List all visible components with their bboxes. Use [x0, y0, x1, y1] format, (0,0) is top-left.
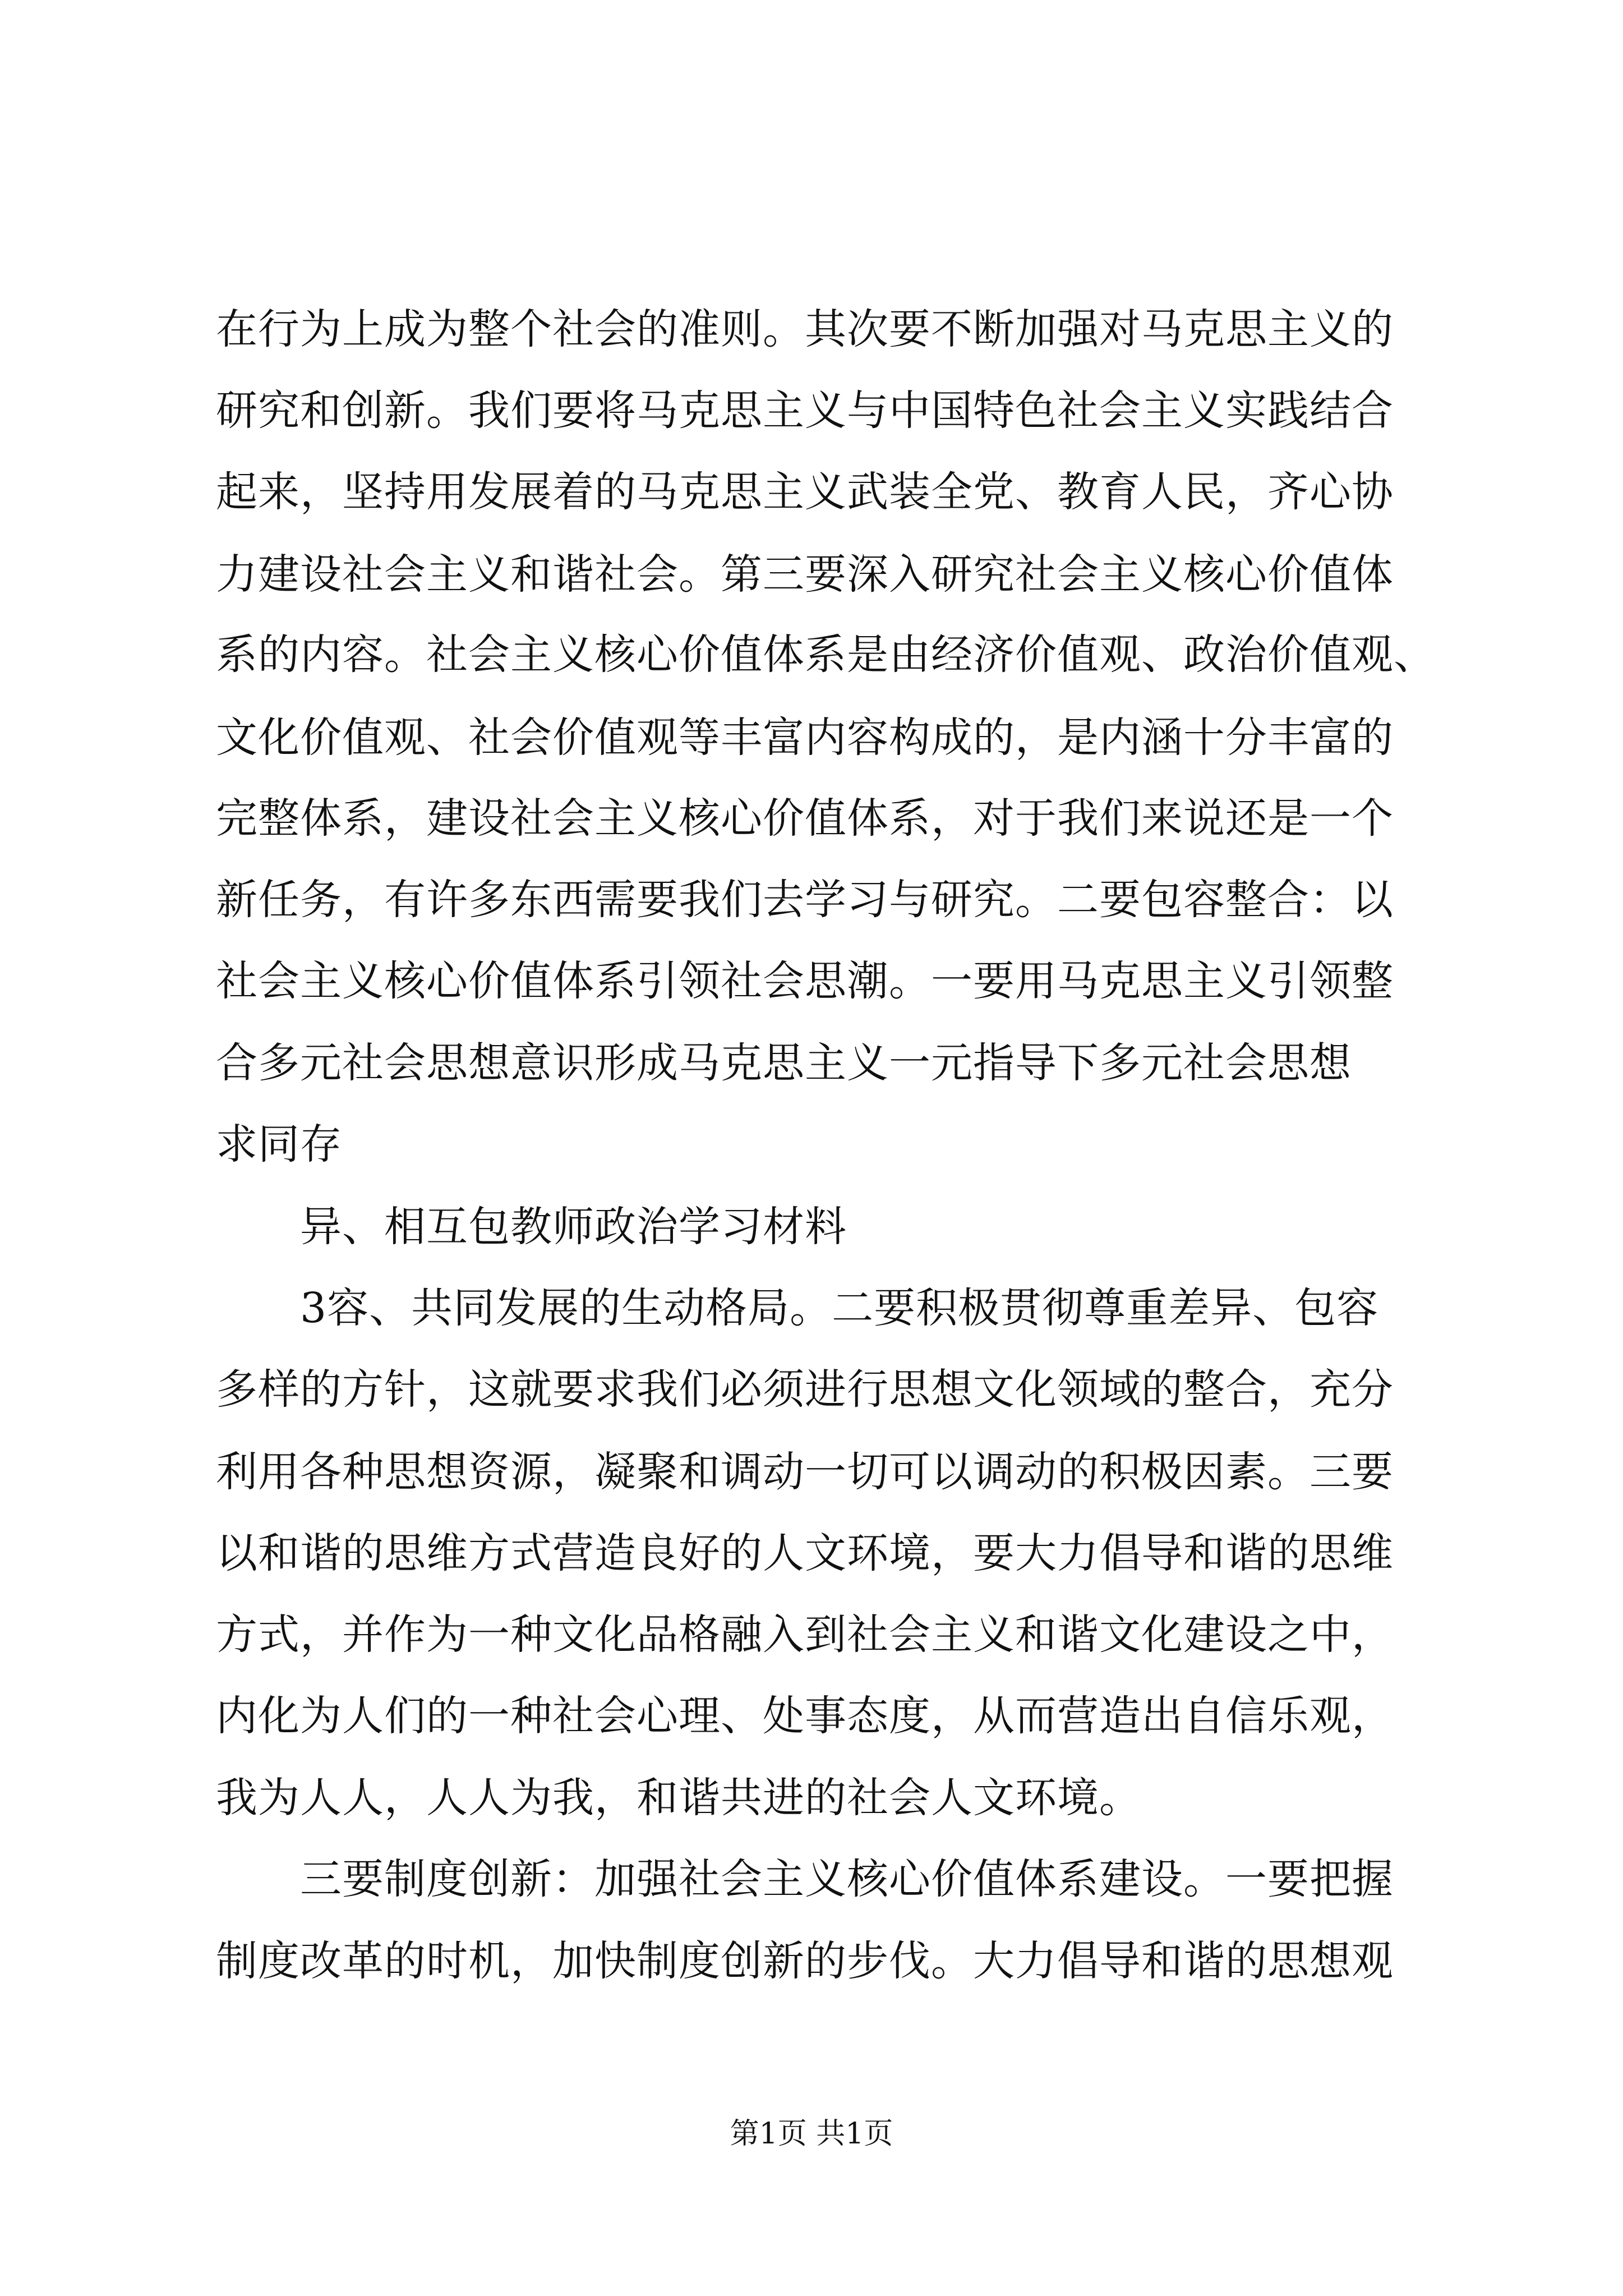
body-text-line: 多样的方针，这就要求我们必须进行思想文化领域的整合，充分 — [216, 1365, 1394, 1414]
body-text-line: 异、相互包教师政治学习材料 — [300, 1203, 847, 1251]
body-text-line: 我为人人，人人为我，和谐共进的社会人文环境。 — [216, 1774, 1141, 1822]
body-text-line: 完整体系，建设社会主义核心价值体系，对于我们来说还是一个 — [216, 794, 1394, 843]
body-text-line: 研究和创新。我们要将马克思主义与中国特色社会主义实践结合 — [216, 386, 1394, 435]
body-text-line: 文化价值观、社会价值观等丰富内容构成的，是内涵十分丰富的 — [216, 714, 1394, 762]
body-text-line: 以和谐的思维方式营造良好的人文环境，要大力倡导和谐的思维 — [216, 1529, 1394, 1577]
body-text-line: 制度改革的时机，加快制度创新的步伐。大力倡导和谐的思想观 — [216, 1937, 1394, 1985]
body-text-line: 系的内容。社会主义核心价值体系是由经济价值观、政治价值观、 — [216, 631, 1436, 679]
body-text-line: 合多元社会思想意识形成马克思主义一元指导下多元社会思想 — [216, 1039, 1352, 1087]
body-text-line: 求同存 — [216, 1120, 342, 1168]
body-text-line: 在行为上成为整个社会的准则。其次要不断加强对马克思主义的 — [216, 305, 1394, 353]
page-footer: 第1页 共1页 — [730, 2117, 893, 2151]
body-text-line: 起来，坚持用发展着的马克思主义武装全党、教育人民，齐心协 — [216, 468, 1394, 516]
body-text-line: 利用各种思想资源，凝聚和调动一切可以调动的积极因素。三要 — [216, 1448, 1394, 1496]
body-text-line: 方式，并作为一种文化品格融入到社会主义和谐文化建设之中， — [216, 1611, 1394, 1659]
body-text-line: 三要制度创新：加强社会主义核心价值体系建设。一要把握 — [300, 1855, 1394, 1903]
body-text-line: 新任务，有许多东西需要我们去学习与研究。二要包容整合：以 — [216, 876, 1394, 924]
body-text-line: 内化为人们的一种社会心理、处事态度，从而营造出自信乐观， — [216, 1692, 1394, 1740]
body-text-line: 力建设社会主义和谐社会。第三要深入研究社会主义核心价值体 — [216, 550, 1394, 599]
body-text-line: 3容、共同发展的生动格局。二要积极贯彻尊重差异、包容 — [300, 1284, 1379, 1332]
body-text-line: 社会主义核心价值体系引领社会思潮。一要用马克思主义引领整 — [216, 957, 1394, 1005]
